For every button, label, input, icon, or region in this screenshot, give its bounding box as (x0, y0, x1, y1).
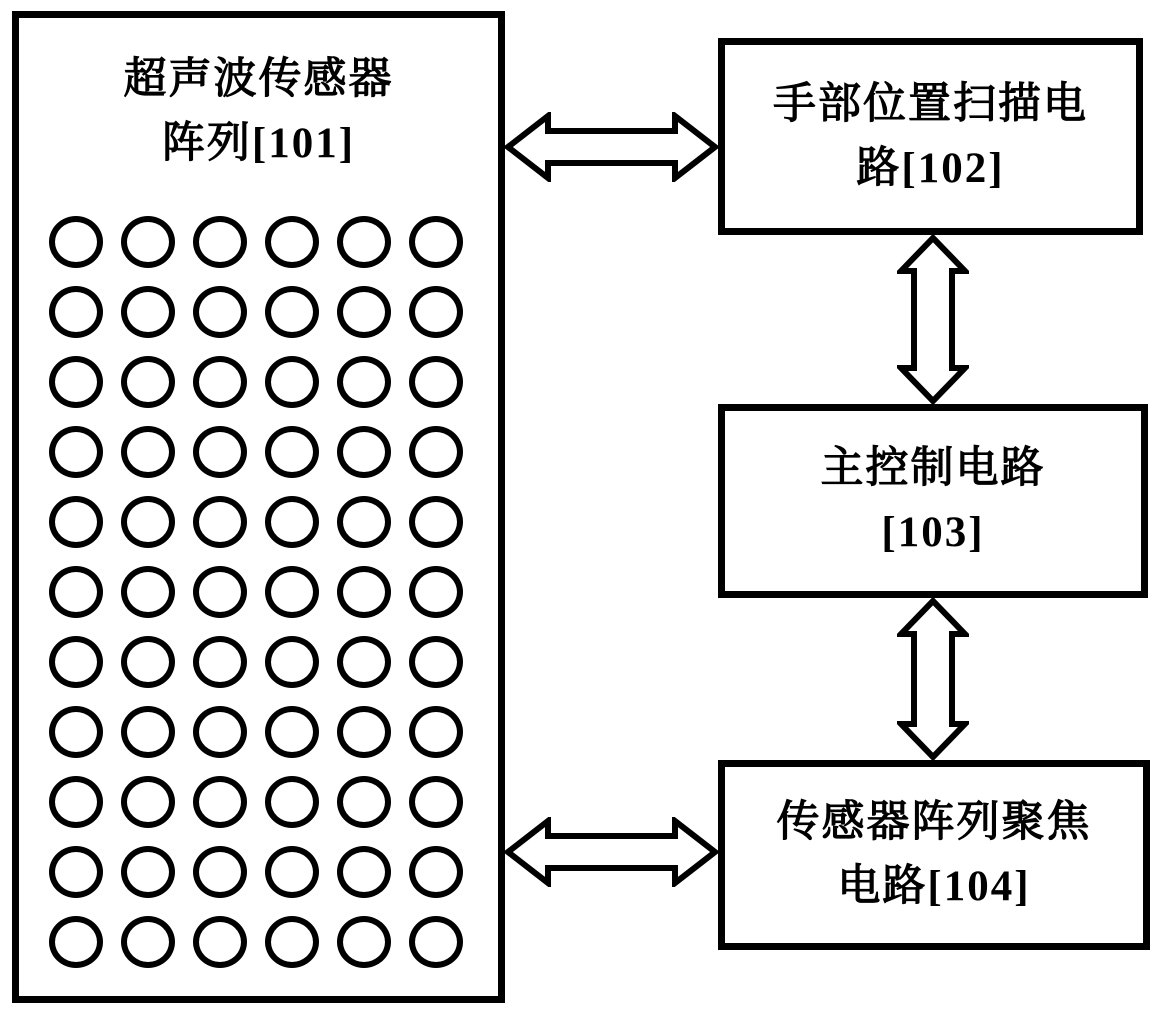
hand-scan-label-line-1: 手部位置扫描电 (773, 80, 1088, 128)
box-hand-scan-circuit-102 (718, 38, 1143, 235)
sensor-array-label-line-1: 超声波传感器 (123, 56, 394, 103)
sensor-element-circle (193, 636, 247, 688)
focus-label (777, 791, 1092, 919)
sensor-element-circle (193, 846, 247, 898)
sensor-element-circle (49, 496, 103, 548)
double-arrow-103-104-icon (897, 598, 969, 760)
sensor-element-circle (337, 776, 391, 828)
sensor-element-circle (409, 496, 463, 548)
sensor-element-circle (193, 426, 247, 478)
sensor-element-circle (409, 426, 463, 478)
sensor-element-circle (121, 776, 175, 828)
sensor-element-circle (121, 706, 175, 758)
box-sensor-array-101 (12, 11, 505, 1003)
hand-scan-label (773, 73, 1088, 201)
sensor-element-circle (49, 286, 103, 338)
sensor-element-circle (193, 286, 247, 338)
sensor-element-circle (121, 636, 175, 688)
sensor-element-circle (265, 356, 319, 408)
sensor-element-circle (337, 706, 391, 758)
sensor-array-label (19, 48, 498, 176)
main-control-label-line-1: 主控制电路 (820, 445, 1046, 492)
sensor-element-circle (337, 216, 391, 268)
sensor-element-circle (193, 776, 247, 828)
sensor-element-circle (337, 916, 391, 968)
box-main-control-circuit-103 (718, 404, 1148, 598)
sensor-grid (49, 216, 463, 968)
double-arrow-101-102-icon (505, 112, 718, 182)
sensor-element-circle (265, 636, 319, 688)
sensor-element-circle (121, 426, 175, 478)
sensor-element-circle (265, 286, 319, 338)
sensor-element-circle (265, 776, 319, 828)
sensor-element-circle (337, 426, 391, 478)
sensor-element-circle (409, 286, 463, 338)
sensor-element-circle (409, 846, 463, 898)
sensor-element-circle (409, 776, 463, 828)
sensor-element-circle (265, 706, 319, 758)
hand-scan-label-line-2: 路[102] (856, 144, 1005, 192)
main-control-label (821, 437, 1046, 565)
sensor-element-circle (121, 286, 175, 338)
sensor-element-circle (409, 706, 463, 758)
sensor-element-circle (121, 356, 175, 408)
sensor-element-circle (409, 356, 463, 408)
sensor-element-circle (409, 566, 463, 618)
sensor-element-circle (409, 636, 463, 688)
sensor-element-circle (49, 916, 103, 968)
sensor-element-circle (193, 356, 247, 408)
sensor-element-circle (49, 706, 103, 758)
sensor-element-circle (265, 566, 319, 618)
sensor-element-circle (337, 636, 391, 688)
sensor-element-circle (49, 426, 103, 478)
sensor-element-circle (265, 916, 319, 968)
sensor-element-circle (409, 216, 463, 268)
sensor-element-circle (337, 496, 391, 548)
sensor-element-circle (193, 566, 247, 618)
sensor-element-circle (337, 566, 391, 618)
sensor-element-circle (121, 846, 175, 898)
double-arrow-101-104-icon (505, 817, 718, 887)
sensor-element-circle (265, 426, 319, 478)
sensor-element-circle (265, 496, 319, 548)
sensor-array-label-line-2: 阵列[101] (161, 120, 356, 167)
sensor-element-circle (121, 566, 175, 618)
sensor-element-circle (409, 916, 463, 968)
sensor-element-circle (193, 216, 247, 268)
sensor-element-circle (121, 216, 175, 268)
box-focus-circuit-104 (718, 760, 1150, 950)
double-arrow-102-103-icon (897, 235, 969, 404)
sensor-element-circle (193, 496, 247, 548)
sensor-element-circle (121, 496, 175, 548)
sensor-element-circle (337, 846, 391, 898)
sensor-element-circle (49, 216, 103, 268)
sensor-element-circle (49, 566, 103, 618)
main-control-label-line-2: [103] (881, 509, 985, 556)
sensor-element-circle (265, 846, 319, 898)
sensor-element-circle (193, 916, 247, 968)
sensor-element-circle (49, 776, 103, 828)
sensor-element-circle (49, 636, 103, 688)
sensor-element-circle (337, 356, 391, 408)
focus-label-line-2: 电路[104] (837, 863, 1031, 910)
sensor-element-circle (193, 706, 247, 758)
sensor-element-circle (49, 356, 103, 408)
sensor-element-circle (121, 916, 175, 968)
sensor-element-circle (49, 846, 103, 898)
sensor-element-circle (337, 286, 391, 338)
focus-label-line-1: 传感器阵列聚焦 (776, 799, 1092, 846)
sensor-element-circle (265, 216, 319, 268)
